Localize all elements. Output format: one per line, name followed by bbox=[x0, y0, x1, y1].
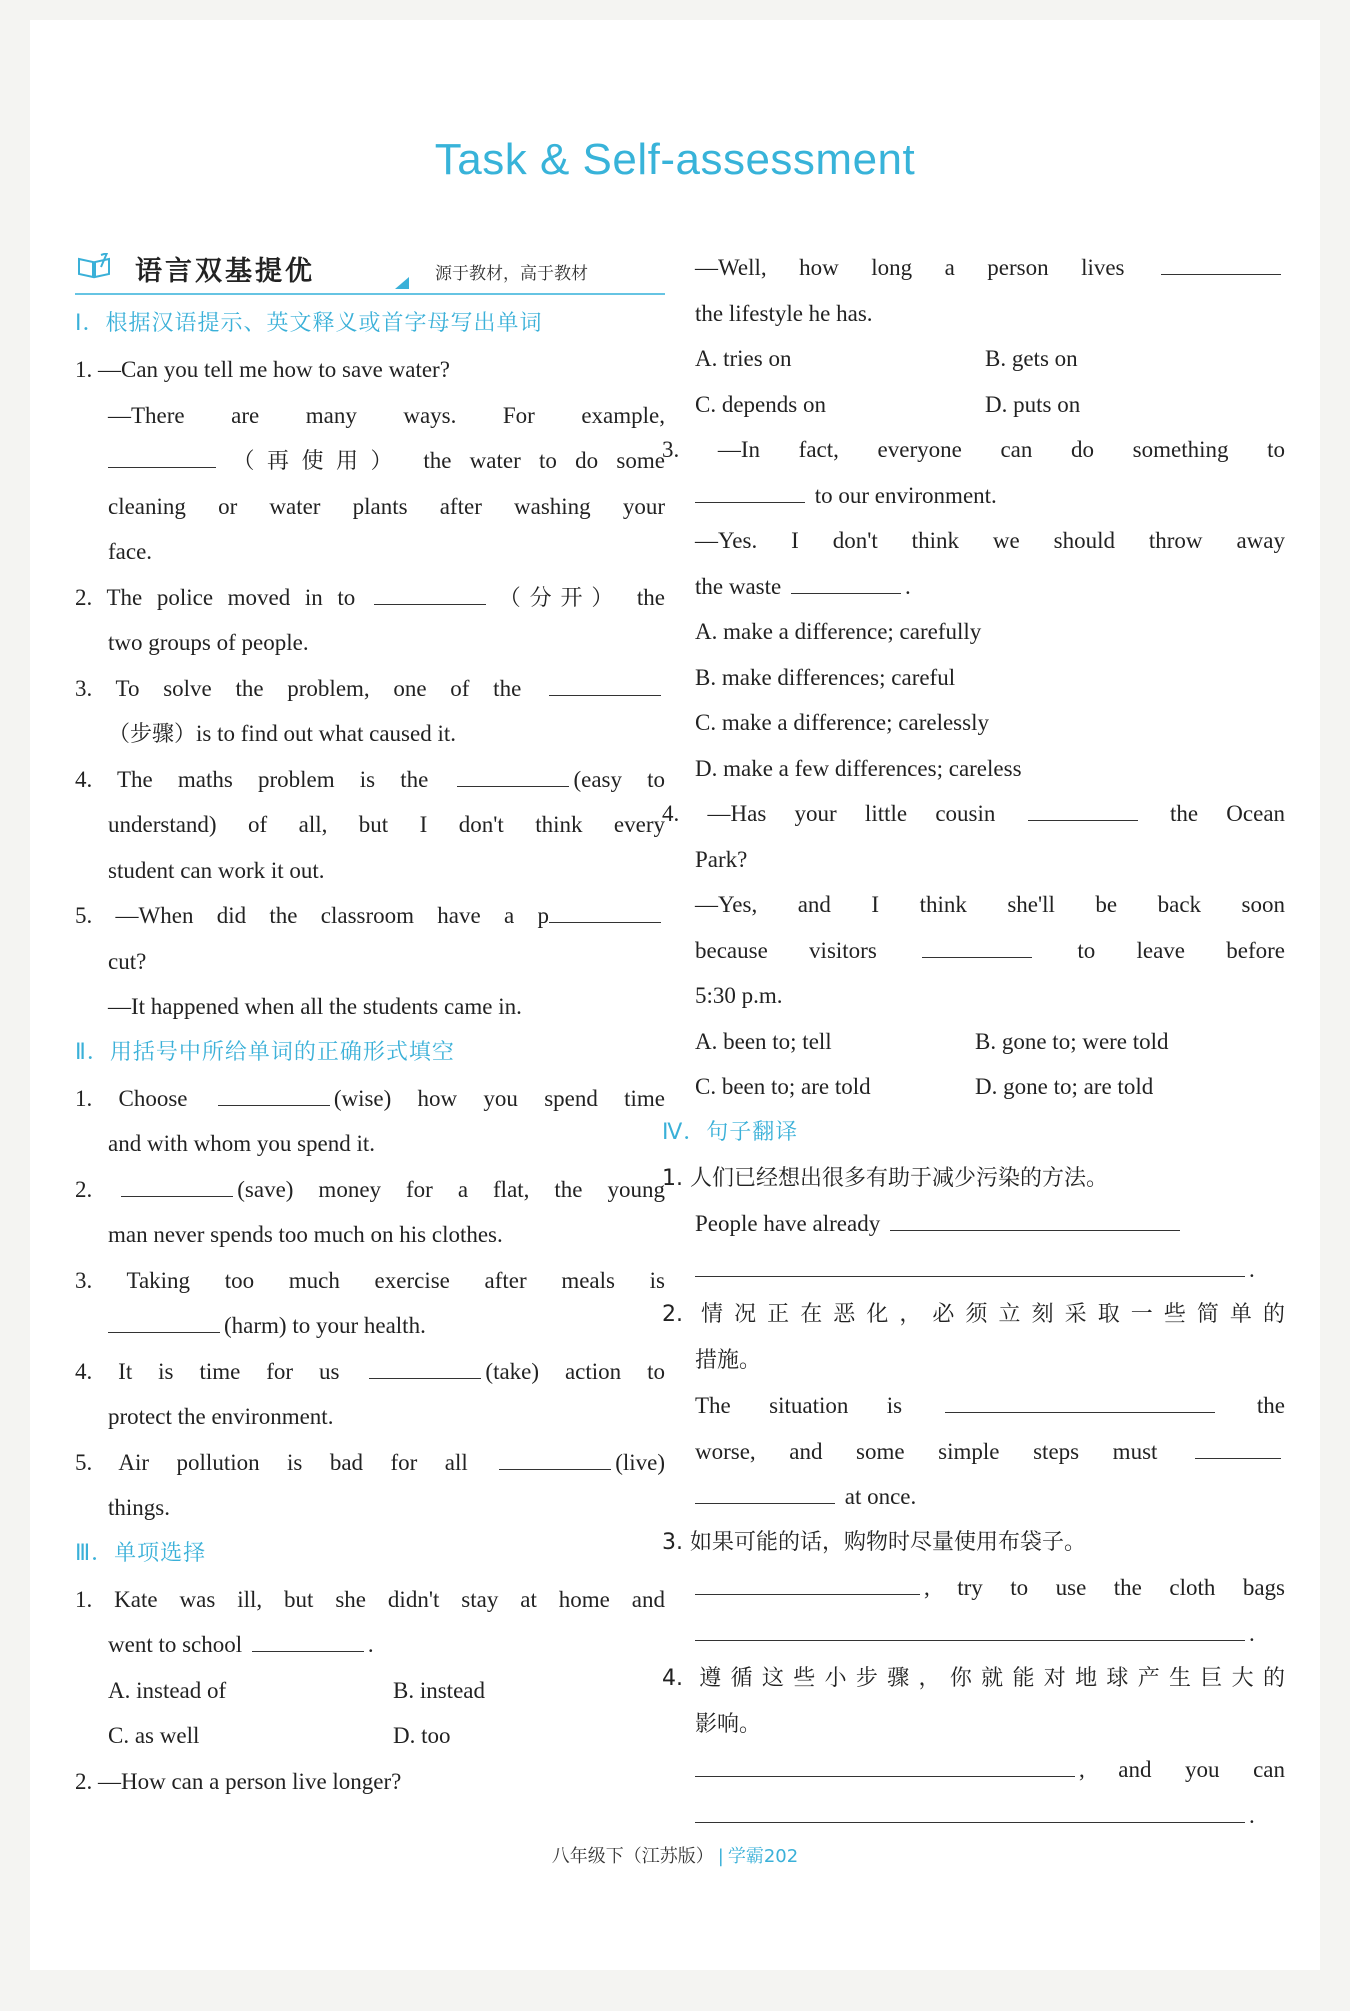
question-text: the Ocean bbox=[1169, 801, 1286, 826]
question-1-5 bbox=[75, 893, 665, 1030]
question-2-4 bbox=[75, 1349, 665, 1440]
part-title-3: Ⅲ．单项选择 bbox=[75, 1540, 207, 1566]
question-text: 1. Kate was ill, but she didn't stay at home and bbox=[75, 1586, 665, 1612]
question-text: 5. —When did the classroom have a p bbox=[75, 903, 549, 928]
question-text bbox=[75, 1167, 665, 1213]
question-text: 5:30 p.m. bbox=[695, 983, 783, 1008]
question-text: 3. To solve the problem, one of the bbox=[75, 675, 522, 701]
question-text: things. bbox=[108, 1495, 170, 1520]
question-text bbox=[662, 791, 1285, 837]
question-text: 1. Choose bbox=[75, 1085, 188, 1111]
question-text bbox=[662, 1201, 1285, 1247]
question-text: (wise) how you spend time bbox=[333, 1085, 666, 1111]
question-4-2 bbox=[662, 1292, 1285, 1520]
question-text bbox=[75, 438, 665, 484]
option-b[interactable]: B. instead bbox=[393, 1677, 485, 1703]
question-text bbox=[662, 1565, 1285, 1611]
question-text bbox=[75, 666, 665, 712]
question-text bbox=[662, 1474, 1285, 1520]
chinese-hint: （步骤） bbox=[108, 722, 197, 747]
chinese-sentence: 措施。 bbox=[695, 1347, 762, 1373]
chinese-sentence: 2. 情况正在恶化，必须立刻采取一些简单的 bbox=[662, 1302, 1285, 1327]
question-text bbox=[75, 1440, 665, 1486]
question-text: two groups of people. bbox=[108, 630, 309, 655]
options-row bbox=[695, 336, 1285, 382]
chinese-sentence: 4. 遵循这些小步骤，你就能对地球产生巨大的 bbox=[662, 1666, 1285, 1691]
question-1-4 bbox=[75, 757, 665, 894]
question-text: the bbox=[1256, 1393, 1285, 1418]
right-column bbox=[662, 245, 1286, 1838]
question-1-1 bbox=[75, 347, 665, 575]
option-c[interactable]: C. been to; are told bbox=[695, 1074, 871, 1099]
answer-blank[interactable] bbox=[695, 1614, 1245, 1641]
option-d[interactable]: D. puts on bbox=[985, 391, 1081, 417]
chinese-sentence: 3. 如果可能的话，购物时尽量使用布袋子。 bbox=[662, 1529, 1086, 1555]
question-text: , and you can bbox=[1079, 1757, 1285, 1782]
question-3-2-start: 2. —How can a person live longer? bbox=[75, 1768, 402, 1794]
footer-brand: 学霸 bbox=[727, 1846, 764, 1867]
option-b[interactable]: B. gets on bbox=[985, 346, 1078, 371]
answer-blank[interactable] bbox=[1161, 248, 1281, 275]
answer-blank[interactable] bbox=[922, 931, 1032, 958]
question-text: —Well, how long a person lives bbox=[695, 255, 1125, 280]
question-text bbox=[695, 245, 1285, 291]
question-text: cut? bbox=[108, 948, 147, 974]
option-a[interactable]: A. tries on bbox=[695, 346, 792, 371]
option-c[interactable]: C. as well bbox=[108, 1723, 200, 1748]
option-b[interactable]: B. gone to; were told bbox=[975, 1028, 1169, 1054]
option-b[interactable]: B. make differences; careful bbox=[695, 664, 956, 690]
question-2-1 bbox=[75, 1076, 665, 1167]
question-text: , try to use the cloth bags bbox=[924, 1575, 1285, 1600]
question-text: 4. It is time for us bbox=[75, 1358, 340, 1384]
question-text: student can work it out. bbox=[108, 857, 325, 883]
punctuation: . bbox=[1249, 1802, 1255, 1828]
book-icon bbox=[77, 253, 111, 279]
question-text: The situation is bbox=[695, 1393, 903, 1418]
question-text: (harm) to your health. bbox=[224, 1313, 426, 1338]
question-text bbox=[662, 564, 1285, 610]
options-row bbox=[662, 1019, 1285, 1065]
page-number: 202 bbox=[763, 1846, 799, 1867]
question-text: Park? bbox=[695, 846, 748, 872]
question-text bbox=[662, 928, 1285, 974]
option-d[interactable]: D. too bbox=[393, 1723, 451, 1748]
question-text: 4. —Has your little cousin bbox=[662, 801, 996, 826]
question-text: the lifestyle he has. bbox=[695, 300, 873, 326]
part-title-1: Ⅰ．根据汉语提示、英文释义或首字母写出单词 bbox=[75, 311, 543, 336]
question-text bbox=[662, 473, 1285, 519]
question-text: (take) action to bbox=[485, 1358, 665, 1384]
question-text: —There are many ways. For example, bbox=[108, 402, 665, 428]
answer-blank[interactable] bbox=[1195, 1432, 1281, 1459]
question-text: —It happened when all the students came in. bbox=[108, 994, 522, 1019]
question-4-4 bbox=[662, 1656, 1285, 1838]
answer-blank[interactable] bbox=[369, 1352, 481, 1379]
answer-blank[interactable] bbox=[218, 1079, 330, 1106]
punctuation: . bbox=[1249, 1620, 1255, 1646]
question-text: (save) money for a flat, the young bbox=[237, 1176, 666, 1202]
answer-blank[interactable] bbox=[252, 1625, 364, 1652]
question-text: cleaning or water plants after washing your bbox=[108, 493, 665, 519]
question-1-2 bbox=[75, 575, 665, 666]
answer-blank[interactable] bbox=[549, 669, 661, 696]
answer-blank[interactable] bbox=[499, 1443, 611, 1470]
question-2-3 bbox=[75, 1258, 665, 1349]
chinese-hint: （再使用） bbox=[220, 449, 406, 474]
question-text: man never spends too much on his clothes. bbox=[108, 1222, 503, 1247]
question-text: to leave before bbox=[1077, 937, 1285, 963]
question-text bbox=[662, 1611, 1285, 1657]
question-text: is to find out what caused it. bbox=[196, 721, 457, 746]
question-3-4 bbox=[662, 791, 1285, 1110]
options-row bbox=[695, 382, 1285, 428]
question-text bbox=[75, 893, 665, 939]
options-row bbox=[75, 1668, 665, 1714]
footer-divider: | bbox=[717, 1846, 724, 1867]
triangle-icon bbox=[395, 277, 409, 289]
question-text: 3. —In fact, everyone can do something to bbox=[662, 437, 1285, 462]
chinese-sentence: 1. 人们已经想出很多有助于减少污染的方法。 bbox=[662, 1165, 1108, 1191]
question-4-1 bbox=[662, 1156, 1285, 1293]
answer-blank[interactable] bbox=[374, 578, 486, 605]
question-text bbox=[75, 575, 665, 621]
question-text: the waste bbox=[695, 573, 782, 599]
question-text: 4. The maths problem is the bbox=[75, 766, 429, 792]
question-text: 3. Taking too much exercise after meals is bbox=[75, 1267, 665, 1293]
question-text: protect the environment. bbox=[108, 1404, 334, 1429]
question-text: to our environment. bbox=[814, 482, 997, 508]
question-text: because visitors bbox=[695, 937, 877, 963]
question-text bbox=[662, 1429, 1285, 1475]
answer-blank[interactable] bbox=[791, 567, 901, 594]
left-column bbox=[75, 245, 665, 1804]
option-c[interactable]: C. make a difference; carelessly bbox=[695, 710, 989, 735]
question-2-2 bbox=[75, 1167, 665, 1258]
question-3-2-cont bbox=[695, 245, 1285, 427]
question-text: (easy to bbox=[573, 766, 666, 792]
question-text: the bbox=[636, 584, 665, 610]
question-text: —Yes, and I think she'll be back soon bbox=[695, 892, 1285, 917]
answer-blank[interactable] bbox=[695, 476, 805, 503]
question-text: 5. Air pollution is bad for all bbox=[75, 1449, 468, 1475]
worksheet-page bbox=[30, 20, 1320, 1970]
answer-blank[interactable] bbox=[549, 896, 661, 923]
answer-blank[interactable] bbox=[695, 1568, 920, 1595]
question-text bbox=[662, 1793, 1285, 1839]
option-a[interactable]: A. make a difference; carefully bbox=[695, 619, 982, 644]
question-text bbox=[662, 1383, 1285, 1429]
question-text: 1. —Can you tell me how to save water? bbox=[75, 357, 450, 382]
answer-blank[interactable] bbox=[695, 1796, 1245, 1823]
question-text: at once. bbox=[844, 1484, 917, 1509]
answer-blank[interactable] bbox=[457, 760, 569, 787]
question-text bbox=[75, 1622, 665, 1668]
answer-blank[interactable] bbox=[890, 1204, 1180, 1231]
page-footer bbox=[30, 1842, 1320, 1868]
question-1-3 bbox=[75, 666, 665, 757]
section-title: 语言双基提优 bbox=[135, 256, 315, 287]
section-subtitle: 源于教材，高于教材 bbox=[435, 264, 588, 284]
chinese-hint: （分开） bbox=[489, 585, 623, 611]
question-text bbox=[662, 1747, 1285, 1793]
answer-blank[interactable] bbox=[121, 1170, 233, 1197]
question-4-3 bbox=[662, 1520, 1285, 1657]
question-text: . bbox=[367, 1632, 374, 1657]
question-text: understand) of all, but I don't think every bbox=[108, 812, 665, 837]
part-title-4: Ⅳ．句子翻译 bbox=[662, 1119, 799, 1145]
option-c[interactable]: C. depends on bbox=[695, 391, 826, 417]
question-text: . bbox=[904, 573, 911, 599]
chinese-sentence: 影响。 bbox=[695, 1711, 762, 1737]
question-text bbox=[75, 1076, 665, 1122]
question-3-3 bbox=[662, 427, 1285, 791]
question-text: 2. The police moved in to bbox=[75, 584, 356, 610]
section-header bbox=[75, 245, 665, 295]
question-number: 2. bbox=[75, 1176, 93, 1202]
question-text: and with whom you spend it. bbox=[108, 1131, 376, 1156]
option-d[interactable]: D. make a few differences; careless bbox=[695, 755, 1022, 781]
question-text: went to school bbox=[108, 1632, 243, 1657]
question-text bbox=[75, 711, 665, 757]
option-a[interactable]: A. instead of bbox=[108, 1677, 227, 1703]
page-title: Task & Self-assessment bbox=[434, 135, 916, 184]
footer-grade: 八年级下（江苏版） bbox=[551, 1846, 714, 1867]
answer-blank[interactable] bbox=[695, 1250, 1245, 1277]
punctuation: . bbox=[1249, 1256, 1255, 1282]
question-text: worse, and some simple steps must bbox=[695, 1438, 1158, 1464]
question-text bbox=[75, 1349, 665, 1395]
answer-blank[interactable] bbox=[695, 1477, 835, 1504]
question-text bbox=[75, 757, 665, 803]
question-text: face. bbox=[108, 539, 153, 564]
part-title-2: Ⅱ．用括号中所给单词的正确形式填空 bbox=[75, 1039, 455, 1065]
answer-blank[interactable] bbox=[108, 1306, 220, 1333]
question-text bbox=[75, 1303, 665, 1349]
options-row bbox=[75, 1713, 665, 1759]
answer-blank[interactable] bbox=[695, 1750, 1075, 1777]
option-d[interactable]: D. gone to; are told bbox=[975, 1074, 1154, 1099]
question-2-5 bbox=[75, 1440, 665, 1531]
question-text: —Yes. I don't think we should throw away bbox=[695, 528, 1285, 553]
answer-blank[interactable] bbox=[1028, 794, 1138, 821]
answer-blank[interactable] bbox=[945, 1386, 1215, 1413]
question-text: People have already bbox=[695, 1211, 881, 1236]
question-text bbox=[662, 1247, 1285, 1293]
options-row bbox=[662, 1064, 1285, 1110]
question-text: the water to do some bbox=[423, 448, 665, 473]
answer-blank[interactable] bbox=[108, 441, 216, 468]
option-a[interactable]: A. been to; tell bbox=[695, 1028, 832, 1054]
question-text: (live) bbox=[615, 1449, 666, 1475]
question-3-1 bbox=[75, 1577, 665, 1759]
